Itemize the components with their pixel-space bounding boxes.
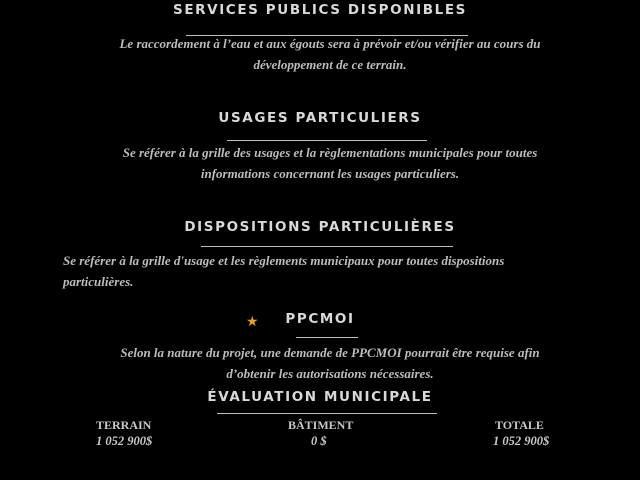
evaluation-heading: ÉVALUATION MUNICIPALE (207, 389, 433, 405)
totale-value: 1 052 900$ (493, 434, 550, 448)
dispositions-heading: DISPOSITIONS PARTICULIÈRES (184, 219, 456, 235)
batiment-label: BÂTIMENT (288, 418, 354, 432)
dispositions-text: Se référer à la grille d'usage et les règlements municipaux pour toutes dispositions particulières. (63, 253, 505, 289)
terrain-value: 1 052 900$ (96, 434, 153, 448)
services-heading: SERVICES PUBLICS DISPONIBLES (173, 2, 467, 18)
ppcmoi-text: Selon la nature du projet, une demande de PPCMOI pourrait être requise afin d’obtenir les autorisations nécessaires. (120, 345, 540, 381)
ppcmoi-heading: PPCMOI (285, 311, 355, 327)
totale-label: TOTALE (495, 418, 544, 432)
ppcmoi-divider (296, 337, 358, 338)
services-text: Le raccordement à l’eau et aux égouts sera à prévoir et/ou vérifier au cours du développement de ce terrain. (119, 36, 541, 72)
terrain-label: TERRAIN (96, 418, 152, 432)
evaluation-divider (217, 413, 437, 414)
dispositions-divider (201, 246, 453, 247)
usages-heading: USAGES PARTICULIERS (218, 110, 422, 126)
batiment-value: 0 $ (311, 434, 327, 448)
usages-text: Se référer à la grille des usages et la règlementations municipales pour toutes informations concernant les usages particuliers. (122, 145, 538, 181)
usages-divider (227, 140, 427, 141)
star-icon: ★ (246, 314, 259, 330)
